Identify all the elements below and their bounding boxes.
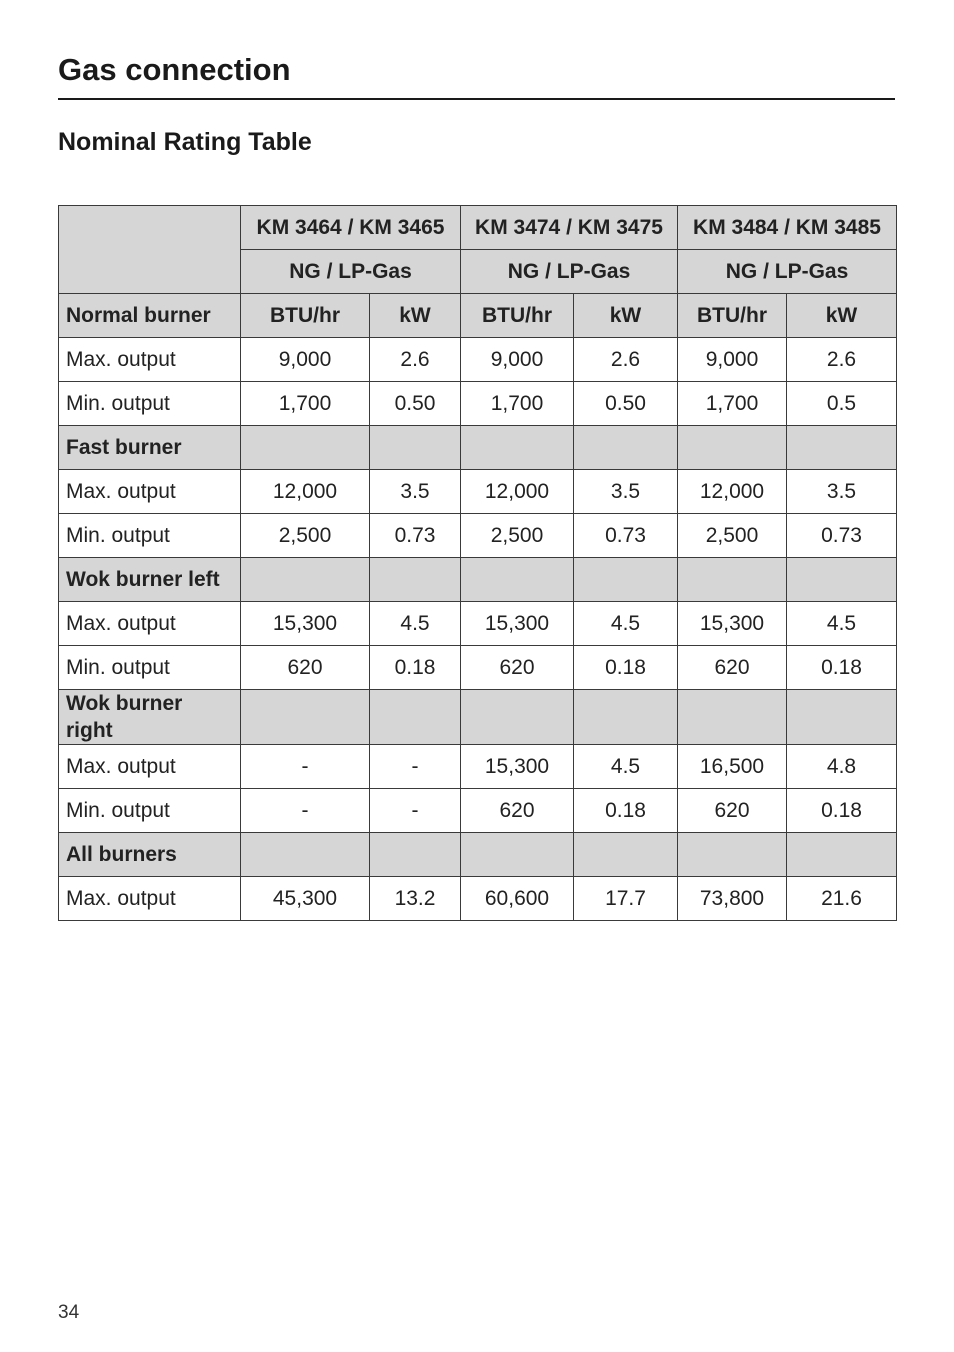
empty-cell [787, 558, 897, 602]
value-cell: 45,300 [241, 877, 370, 921]
value-cell: 620 [461, 789, 574, 833]
empty-cell [678, 426, 787, 470]
unit-header: kW [787, 294, 897, 338]
empty-cell [370, 690, 461, 745]
table-row [59, 789, 897, 833]
empty-cell [461, 558, 574, 602]
model-header: KM 3484 / KM 3485 [678, 206, 897, 250]
value-cell: 16,500 [678, 745, 787, 789]
value-cell: 1,700 [678, 382, 787, 426]
value-cell: 0.18 [787, 789, 897, 833]
value-cell: 15,300 [241, 602, 370, 646]
empty-cell [370, 833, 461, 877]
unit-header: kW [370, 294, 461, 338]
section-row [59, 426, 897, 470]
value-cell: 2.6 [787, 338, 897, 382]
value-cell: 17.7 [574, 877, 678, 921]
empty-cell [370, 426, 461, 470]
value-cell: 3.5 [370, 470, 461, 514]
value-cell: 2,500 [241, 514, 370, 558]
value-cell: 620 [678, 789, 787, 833]
value-cell: 15,300 [678, 602, 787, 646]
section-label: Fast burner [59, 426, 241, 470]
gas-type-header: NG / LP-Gas [461, 250, 678, 294]
value-cell: 2.6 [370, 338, 461, 382]
value-cell: 3.5 [787, 470, 897, 514]
value-cell: 9,000 [241, 338, 370, 382]
empty-cell [574, 690, 678, 745]
row-label: Max. output [59, 602, 241, 646]
section-label: Normal burner [59, 294, 241, 338]
empty-cell [461, 833, 574, 877]
empty-cell [574, 558, 678, 602]
empty-cell [678, 558, 787, 602]
table-row [59, 877, 897, 921]
nominal-rating-table [58, 205, 897, 921]
empty-cell [241, 426, 370, 470]
value-cell: 2,500 [678, 514, 787, 558]
row-label: Max. output [59, 877, 241, 921]
empty-cell [241, 833, 370, 877]
value-cell: 3.5 [574, 470, 678, 514]
empty-cell [461, 690, 574, 745]
empty-cell [574, 833, 678, 877]
empty-cell [574, 426, 678, 470]
section-row [59, 558, 897, 602]
value-cell: 0.5 [787, 382, 897, 426]
empty-cell [461, 426, 574, 470]
empty-cell [678, 833, 787, 877]
unit-header: kW [574, 294, 678, 338]
value-cell: 620 [678, 646, 787, 690]
section-row [59, 833, 897, 877]
value-cell: 0.50 [574, 382, 678, 426]
row-label: Max. output [59, 470, 241, 514]
empty-cell [787, 833, 897, 877]
empty-cell [370, 558, 461, 602]
value-cell: 4.8 [787, 745, 897, 789]
value-cell: 0.18 [787, 646, 897, 690]
table-row [59, 514, 897, 558]
value-cell: 1,700 [461, 382, 574, 426]
empty-cell [787, 690, 897, 745]
value-cell: - [370, 789, 461, 833]
value-cell: 21.6 [787, 877, 897, 921]
gas-type-header: NG / LP-Gas [678, 250, 897, 294]
empty-cell [241, 558, 370, 602]
row-label: Min. output [59, 646, 241, 690]
value-cell: 0.73 [574, 514, 678, 558]
title-divider [58, 98, 895, 100]
row-label: Max. output [59, 745, 241, 789]
value-cell: - [241, 745, 370, 789]
empty-cell [241, 690, 370, 745]
table-row [59, 602, 897, 646]
value-cell: 2,500 [461, 514, 574, 558]
value-cell: 0.18 [370, 646, 461, 690]
empty-cell [787, 426, 897, 470]
model-header: KM 3474 / KM 3475 [461, 206, 678, 250]
value-cell: 15,300 [461, 602, 574, 646]
value-cell: 60,600 [461, 877, 574, 921]
empty-cell [678, 690, 787, 745]
value-cell: 0.18 [574, 789, 678, 833]
page-title: Gas connection [58, 52, 291, 87]
section-label: Wok burner right [59, 690, 241, 745]
gas-type-header: NG / LP-Gas [241, 250, 461, 294]
row-label: Min. output [59, 382, 241, 426]
page-number: 34 [58, 1302, 80, 1323]
value-cell: 4.5 [370, 602, 461, 646]
row-label: Min. output [59, 789, 241, 833]
value-cell: 1,700 [241, 382, 370, 426]
value-cell: 9,000 [461, 338, 574, 382]
model-header: KM 3464 / KM 3465 [241, 206, 461, 250]
value-cell: 0.73 [370, 514, 461, 558]
value-cell: 4.5 [574, 602, 678, 646]
table-row [59, 745, 897, 789]
value-cell: 12,000 [461, 470, 574, 514]
value-cell: 0.73 [787, 514, 897, 558]
value-cell: 4.5 [574, 745, 678, 789]
row-label: Max. output [59, 338, 241, 382]
model-header-row [59, 206, 897, 250]
unit-header: BTU/hr [678, 294, 787, 338]
value-cell: 12,000 [241, 470, 370, 514]
section-title: Nominal Rating Table [58, 128, 312, 156]
value-cell: 620 [461, 646, 574, 690]
value-cell: 2.6 [574, 338, 678, 382]
table-row [59, 382, 897, 426]
value-cell: 15,300 [461, 745, 574, 789]
corner-cell [59, 206, 241, 294]
row-label: Min. output [59, 514, 241, 558]
unit-header-row [59, 294, 897, 338]
unit-header: BTU/hr [461, 294, 574, 338]
value-cell: 73,800 [678, 877, 787, 921]
section-label: All burners [59, 833, 241, 877]
value-cell: 0.50 [370, 382, 461, 426]
value-cell: - [370, 745, 461, 789]
value-cell: 13.2 [370, 877, 461, 921]
table-row [59, 646, 897, 690]
table-row [59, 338, 897, 382]
table-row [59, 470, 897, 514]
unit-header: BTU/hr [241, 294, 370, 338]
value-cell: 12,000 [678, 470, 787, 514]
value-cell: - [241, 789, 370, 833]
section-row [59, 690, 897, 745]
value-cell: 4.5 [787, 602, 897, 646]
value-cell: 620 [241, 646, 370, 690]
section-label: Wok burner left [59, 558, 241, 602]
value-cell: 9,000 [678, 338, 787, 382]
value-cell: 0.18 [574, 646, 678, 690]
